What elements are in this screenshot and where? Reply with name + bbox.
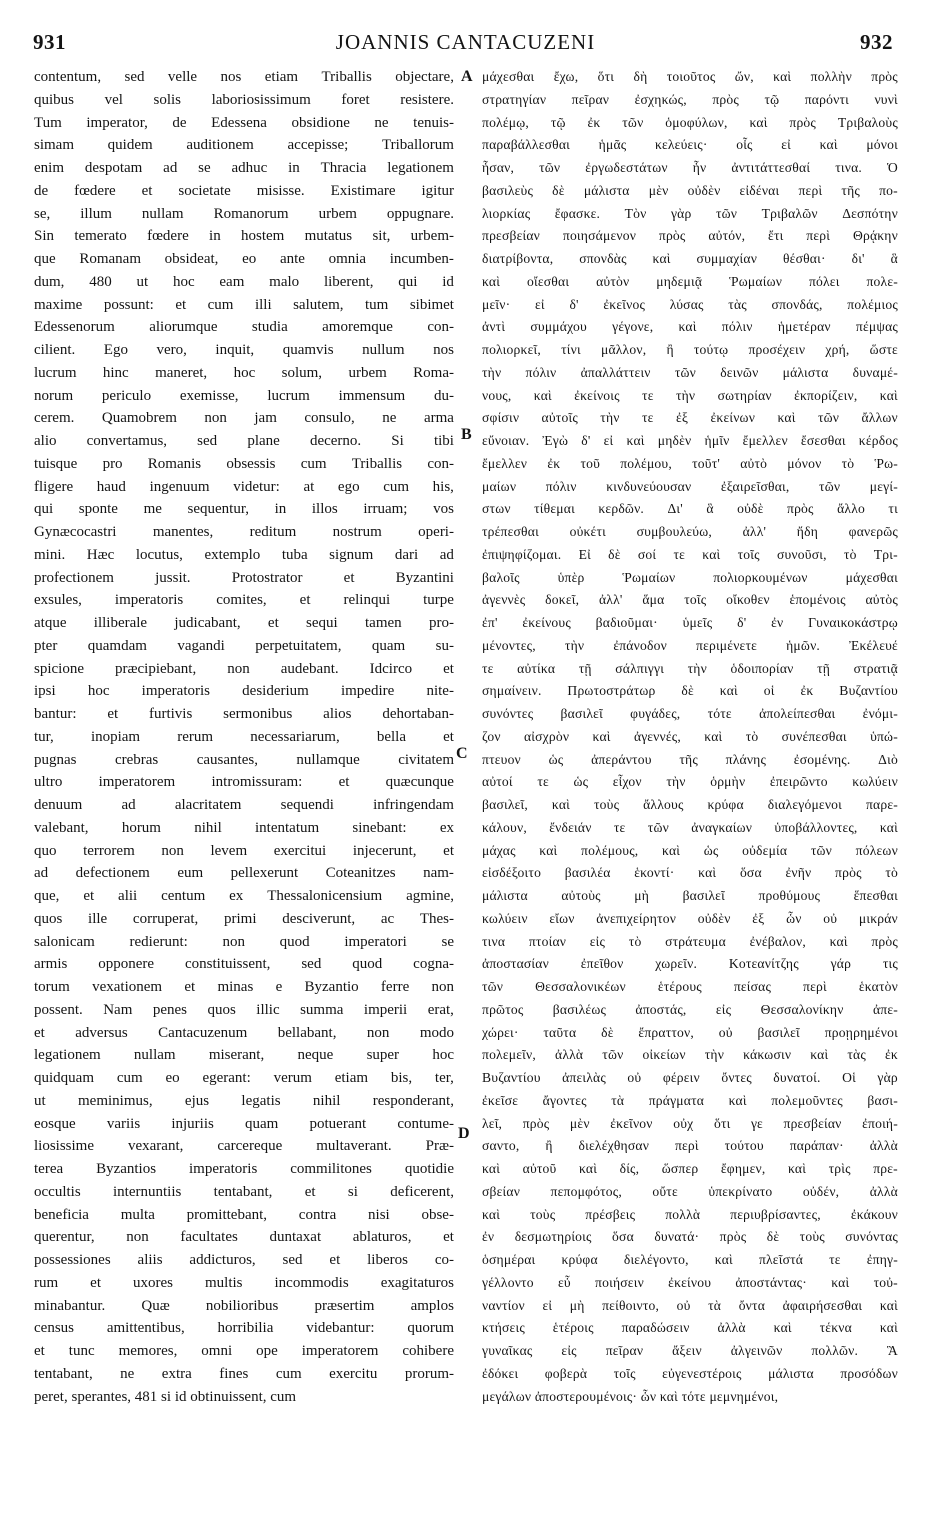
latin-text-line: liosissime vexarant, carcereque multaverant. Præ- [34, 1138, 454, 1155]
latin-text-line: et adversus Cantacuzenum bellabant, non modo [34, 1024, 454, 1041]
latin-text-line: cerem. Quamobrem non jam consulo, ne arma [34, 410, 454, 427]
latin-text-line: cilient. Ego vero, inquit, quamvis nullum nos [34, 342, 454, 358]
latin-text-line: enim despotam ad se adhuc in Thracia legationem [34, 160, 454, 176]
latin-text-line: pugnas crebras causantes, nullamque civitatem [34, 751, 454, 768]
latin-text-line: valebant, horum nihil intentatum sinebant: ex [34, 819, 454, 836]
latin-text-line: Tum imperator, de Edessena obsidione ne tenuis- [34, 114, 454, 131]
greek-text-line: λεῖ, πρὸς μὲν ἐκεῖνον οὐχ ὅτι γε πρεσβείαν ἐποιή- [482, 1115, 898, 1131]
latin-text-line: querentur, non facultates duntaxat ablaturos, et [34, 1229, 454, 1246]
latin-text-line: torum vexationem et minas e Byzantio ferre non [34, 979, 454, 995]
greek-text-line: τὴν πόλιν ἀπαλλάττειν τῶν δεινῶν μάλιστα δυναμέ- [482, 364, 898, 380]
greek-text-line: ζον αἰσχρὸν καὶ ἀγεννές, καὶ τὸ συνέπεσθαι ὑπώ- [482, 728, 898, 744]
margin-letter-a: A [461, 68, 473, 85]
latin-text-line: que, et alii centum ex Thessalonicensium agmine, [34, 888, 454, 904]
latin-text-line: profectionem jussit. Protostrator et Byzantini [34, 569, 454, 586]
latin-text-line: simam quidem auditionem accepisse; Triballorum [34, 137, 454, 154]
greek-text-line: κωλύειν εἴων ἀνεπιχείρητον οὐδὲν ἐξ ὧν οὐ μικράν [482, 910, 898, 926]
latin-text-line: census amittentibus, horribilia videbantur: quorum [34, 1320, 454, 1337]
margin-letter-c: C [456, 745, 468, 762]
latin-text-line: et tunc memores, omni ope imperatorem cohibere [34, 1343, 454, 1359]
latin-text-line: eosque variis injuriis quam potuerant contume- [34, 1115, 454, 1132]
greek-text-line: μεγάλων ἀποστερουμένοις· ὧν καὶ τότε μεμνημένοι, [482, 1388, 779, 1404]
latin-text-line: terea Byzantios imperatoris commilitones quotidie [34, 1161, 454, 1177]
running-title: JOANNIS CANTACUZENI [335, 30, 596, 54]
greek-text-line: γυναῖκας εἰς πεῖραν ἄξειν ἀλγεινῶν πολλῶν. Ἃ [482, 1343, 898, 1358]
greek-text-line: μαίων πόλιν κινδυνεύουσαν ἐξαιρεῖσθαι, τῶν μεγί- [482, 478, 898, 494]
greek-text-line: βασιλεῖ, καὶ τοὺς ἄλλους κρύφα διαλεγόμενοι παρε- [482, 797, 898, 812]
greek-text-line: μάχεσθαι ἔχω, ὅτι δὴ τοιοῦτος ὤν, καὶ πολλὴν πρὸς [482, 69, 898, 84]
greek-text-line: διατρίβοντα, σπονδὰς καὶ συμμαχίαν θέσθαι· δι' ἃ [482, 251, 898, 266]
latin-text-line: ut meminimus, ejus legatis nihil responderant, [34, 1092, 454, 1109]
greek-text-line: πολέμῳ, τῷ ἐκ τῶν ὁμοφύλων, καὶ πρὸς Τριβαλοὺς [482, 114, 898, 130]
latin-text-line: tentabant, ne extra fines cum exercitu prorum- [34, 1365, 454, 1382]
greek-text-line: κτήσεις ἑτέροις παραδώσειν ἀλλὰ καὶ τέκνα καὶ [482, 1320, 898, 1336]
greek-text-line: ἦσαν, τῶν ἐργωδεστάτων ἦν ἀντιτάττεσθαί τινα. Ὁ [482, 160, 898, 175]
latin-text-line: armis opponere constituissent, sed quod cogna- [34, 956, 454, 973]
latin-text-line: de fœdere et societate misisse. Existimare igitur [34, 182, 454, 199]
greek-text-line: τινα πτοίαν εἰς τὸ στράτευμα ἐνέβαλον, καὶ πρὸς [482, 933, 898, 949]
greek-text-line: σαντο, ἢ διελέχθησαν περὶ τούτου παράπαν· ἀλλὰ [482, 1138, 898, 1154]
greek-text-line: τε αὐτίκα τῇ σάλπιγγι τὴν ὁδοιπορίαν τῇ στρατιᾷ [482, 660, 898, 676]
latin-text-line: contentum, sed velle nos etiam Triballis objectare, [34, 69, 454, 85]
latin-text-line: minabantur. Quæ nobilioribus præsertim amplos [34, 1297, 454, 1314]
page-number-left: 931 [33, 30, 66, 54]
latin-text-line: exsules, imperatoris comites, et relinqui turpe [34, 592, 454, 609]
greek-text-line: πρῶτος βασιλέως ἀποστάς, εἰς Θεσσαλονίκην ἀπε- [482, 1001, 898, 1017]
latin-text-line: occultis internuntiis tentabant, et si deficerent, [34, 1183, 454, 1200]
latin-text-line: possessiones aliis addicturos, sed et liberos co- [34, 1252, 454, 1268]
latin-text-line: que Romanam obsideat, eo ante omnia incumben- [34, 251, 454, 267]
page-number-right: 932 [860, 30, 893, 54]
greek-text-line: ἐκεῖσε ἄγοντες τὰ πράγματα καὶ πολεμοῦντες βασι- [482, 1092, 898, 1108]
latin-text-line: ipsi hoc imperatoris desiderium impedire nite- [34, 683, 454, 700]
greek-text-line: ἐπ' ἐκείνους βαδιοῦμαι· ὑμεῖς δ' ἐν Γυναικοκάστρῳ [482, 615, 898, 630]
margin-letter-d: D [458, 1125, 470, 1142]
greek-text-line: βασιλεὺς δὲ μάλιστα μὲν οὐδὲν εἰδέναι περὶ τῆς πο- [482, 182, 898, 198]
greek-text-line: ἔμελλεν ἐκ τοῦ πολέμου, τοῦτ' αὐτὸ μόνον τὸ Ῥω- [482, 455, 898, 471]
greek-text-line: αὐτοί τε ὡς εἶχον τὴν ὁρμὴν ἐπειρῶντο κωλύειν [482, 774, 898, 790]
latin-text-line: bantur: et furtivis sermonibus alios dehortaban- [34, 706, 454, 722]
latin-text-line: salonicam redierunt: non quod imperatori se [34, 933, 454, 950]
greek-text-line: νους, καὶ ἐκείνοις τε τὴν σωτηρίαν ἐκπορίζειν, καὶ [482, 387, 898, 403]
greek-text-line: ἀγεννὲς δοκεῖ, ἀλλ' ἅμα τοῖς οἴκοθεν ἑπομένοις αὐτὸς [482, 592, 898, 608]
latin-text-line: quo terrorem non levem exercitui injecerunt, et [34, 842, 454, 859]
greek-text-line: μάλιστα αὐτοὺς μὴ βασιλεῖ προθύμους ἕπεσθαι [482, 888, 898, 903]
latin-text-line: pter quamdam vagandi perpetuitatem, quam su- [34, 637, 454, 654]
greek-text-line: μεῖν· εἰ δ' ἐκεῖνος λύσας τὰς σπονδάς, πολέμιος [482, 296, 898, 312]
greek-text-line: παραβάλλεσθαι ἡμᾶς κελεύεις· οἷς εἰ καὶ μόνοι [482, 137, 898, 153]
latin-text-line: ad defectionem eum pellexerunt Coteanitzes nam- [34, 865, 454, 882]
greek-text-line: τρέπεσθαι οὐκέτι συμβουλεύω, ἀλλ' ἤδη φανερῶς [482, 524, 898, 539]
greek-text-line: βαλοῖς ὑπὲρ Ῥωμαίων πολιορκουμένων μάχεσθαι [482, 569, 898, 585]
greek-text-line: καὶ οἴεσθαι αὐτὸν μηδεμιᾷ Ῥωμαίων πόλει πολε- [482, 273, 898, 289]
greek-text-line: ἐπιψηφίζομαι. Εἰ δὲ σοί τε καὶ τοῖς συνοῦσι, τὸ Τρι- [482, 546, 898, 562]
greek-text-line: σημαίνειν. Πρωτοστράτωρ δὲ καὶ οἱ ἐκ Βυζαντίου [482, 683, 898, 699]
latin-text-line: qui sponte me sequentur, in illos irruam; vos [34, 501, 454, 518]
greek-text-line: γέλλοντο εὖ ποιήσειν ἐκείνου ἀποστάντας· καὶ τοὐ- [482, 1274, 898, 1290]
latin-text-line: mini. Hæc locutus, extemplo tuba signum dari ad [34, 546, 454, 563]
latin-text-line: denuum ad alacritatem sequendi infringendam [34, 797, 454, 813]
latin-text-line: Gynæcocastri manentes, reditum nostrum operi- [34, 524, 454, 540]
greek-text-line: εὔνοιαν. Ἐγὼ δ' εἰ καὶ μηδὲν ἡμῖν ἔμελλεν ἔσεσθαι κέρδος [482, 433, 898, 448]
latin-text-line: lucrum hinc maneret, hoc solum, urbem Roma- [34, 364, 454, 381]
latin-text-line: tur, inopiam rerum necessariarum, bella et [34, 728, 454, 745]
latin-text-line: quos ille corruperat, primi desciverunt, ac Thes- [34, 910, 454, 927]
greek-text-line: ἀποστασίαν ἐπεῖθον χωρεῖν. Κοτεανίτζης γάρ τις [482, 956, 898, 972]
latin-text-line: dum, 480 ut hoc eam malo liberent, qui id [34, 273, 454, 290]
latin-text-line: rum et uxores multis incommodis exagitaturos [34, 1274, 454, 1291]
latin-text-line: peret, sperantes, 481 si id obtinuissent, cum [34, 1388, 297, 1405]
latin-text-line: Edessenorum aliorumque studia amoremque con- [34, 319, 454, 336]
latin-text-column [34, 66, 454, 1408]
greek-text-line: ἐν δεσμωτηρίοις ὅσα δυνατά· πρὸς δὲ τοὺς συνόντας [482, 1229, 898, 1245]
greek-text-line: ὁσημέραι κρύφα διελέγοντο, καὶ πλεῖστά τε ἐπηγ- [482, 1252, 898, 1267]
greek-text-line: πολιορκεῖ, τίνι μᾶλλον, ἢ τούτῳ προσέχειν χρή, ὥστε [482, 342, 898, 357]
latin-text-line: maxime possunt: et cum illi salutem, tum sibimet [34, 296, 454, 313]
latin-text-line: tuisque pro Romanis obsessis cum Triballis con- [34, 455, 454, 472]
greek-text-line: καὶ αὐτοῦ καὶ δίς, ὥσπερ ἔφημεν, καὶ τρὶς πρε- [482, 1161, 898, 1176]
page-header [0, 30, 931, 60]
latin-text-line: legationem nullam miserant, neque super hoc [34, 1047, 454, 1064]
greek-text-line: λιορκίας ἔφασκε. Τὸν γὰρ τῶν Τριβαλῶν Δεσπότην [482, 205, 898, 221]
greek-text-line: καὶ τοὺς πρέσβεις πολλὰ περιυβρίσαντες, ἐκάκουν [482, 1206, 898, 1222]
greek-text-line: σφίσιν αὐτοῖς τὴν τε ἐξ ἐκείνων καὶ τῶν ἄλλων [482, 410, 898, 426]
latin-text-line: atque illiberale judicabant, et sequi tamen pro- [34, 615, 454, 631]
latin-text-line: quidquam cum eo egerant: verum etiam bis, ter, [34, 1070, 454, 1086]
latin-text-line: alio convertamus, sed plane decerno. Si tibi [34, 433, 454, 449]
greek-text-line: μένοντες, τὴν ἐπάνοδον περιμένετε ἡμῶν. Ἐκέλευέ [482, 637, 898, 653]
latin-text-line: norum periculo exemisse, lucrum immensum du- [34, 387, 454, 404]
greek-text-line: χώρει· ταῦτα δὲ ἔπραττον, οὐ βασιλεῖ προῃρημένοι [482, 1024, 898, 1040]
greek-text-line: σβείαν πεπομφότος, οὔτε ὑπεκρίνατο οὐδέν, ἀλλὰ [482, 1183, 898, 1199]
latin-text-line: Sin temerato fœdere in hostem mutatus sit, urbem- [34, 228, 454, 245]
greek-text-line: στων τίθεμαι κερδῶν. Δι' ἃ οὐδὲ πρὸς ἄλλο τι [482, 501, 898, 517]
greek-text-line: συνόντες βασιλεῖ φυγάδες, τότε ἀπολείπεσθαι ἐνόμι- [482, 706, 898, 721]
latin-text-line: se, illum nullam Romanorum urbem oppugnare. [34, 205, 454, 222]
greek-text-line: πολεμεῖν, ἀλλὰ τῶν οἰκείων τὴν κάκωσιν καὶ τὰς ἐκ [482, 1047, 898, 1063]
latin-text-line: spicione præcipiebant, non audebant. Idcirco et [34, 660, 454, 677]
greek-text-line: κάλουν, ἔνδειάν τε τῶν ἀναγκαίων ὑποβάλλοντες, καὶ [482, 819, 898, 835]
latin-text-line: beneficia multa promittebant, contra nisi obse- [34, 1206, 454, 1223]
latin-text-line: ultro imperatorem intromissuram: et quæcunque [34, 774, 454, 791]
greek-text-column [482, 66, 898, 1408]
greek-text-line: εἰσδέξοιτο βασιλέα ἑκοντί· καὶ ὅσα ἐνῆν πρὸς τὸ [482, 865, 898, 881]
greek-text-line: πρεσβείαν ποιησάμενον πρὸς αὐτόν, ἔτι περὶ Θρᾴκην [482, 228, 898, 244]
latin-text-line: fligere haud ingenuum videtur: at ego cum his, [34, 478, 454, 495]
greek-text-line: στρατηγίαν πεῖραν ἐσχηκώς, πρὸς τῷ παρόντι νυνὶ [482, 91, 898, 107]
greek-text-line: τῶν Θεσσαλονικέων ἑτέρους πείσας περὶ ἑκατὸν [482, 979, 898, 994]
latin-text-line: quibus vel solis laboriosissimum foret resistere. [34, 91, 454, 108]
margin-letter-b: B [461, 426, 472, 443]
latin-text-line: possent. Nam penes quos illic summa imperii erat, [34, 1001, 454, 1018]
greek-text-line: Βυζαντίου ἀπειλὰς οὐ φέρειν ὄντες δυνατοί. Οἱ γὰρ [482, 1070, 898, 1085]
greek-text-line: πτευον ὡς ἀπεράντου τῆς πλάνης ἐσομένης. Διὸ [482, 751, 898, 767]
greek-text-line: ἐδόκει φοβερὰ τοῖς εὐγενεστέροις μάλιστα προσόδων [482, 1365, 898, 1381]
greek-text-line: ἀντὶ συμμάχου γέγονε, καὶ πόλιν ἡμετέραν πέμψας [482, 319, 898, 335]
greek-text-line: ναντίον εἰ μὴ πείθοιντο, οὐ τὰ ὄντα ἀφαιρήσεσθαι καὶ [482, 1297, 898, 1313]
greek-text-line: μάχας καὶ πολέμους, καὶ ὡς οὐδεμία τῶν πόλεων [482, 842, 898, 858]
